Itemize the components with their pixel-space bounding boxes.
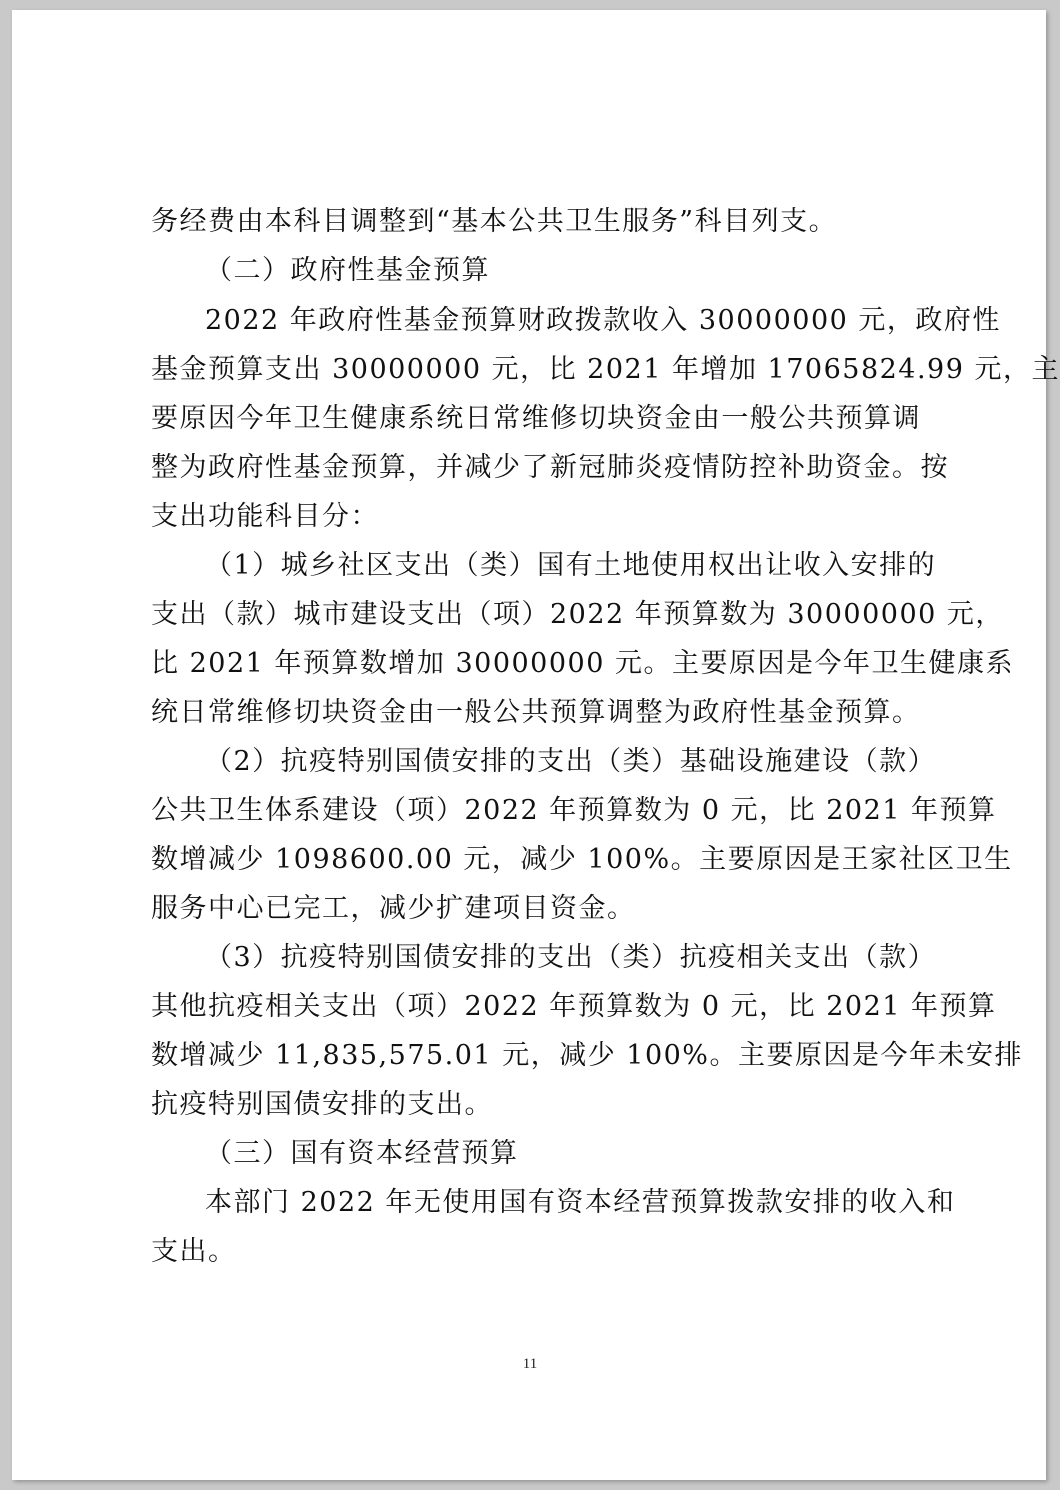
paragraph-capital-line-1: 本部门 2022 年无使用国有资本经营预算拨款安排的收入和 — [205, 1187, 956, 1218]
paragraph-line-5: 要原因今年卫生健康系统日常维修切块资金由一般公共预算调 — [151, 403, 921, 434]
item-2-line-1: （2）抗疫特别国债安排的支出（类）基础设施建设（款） — [205, 746, 937, 777]
item-2-line-2: 公共卫生体系建设（项）2022 年预算数为 0 元，比 2021 年预算 — [151, 795, 997, 826]
section-heading-government-fund-budget: （二）政府性基金预算 — [205, 255, 490, 286]
paragraph-line-3: 2022 年政府性基金预算财政拨款收入 30000000 元，政府性 — [205, 305, 1001, 336]
paragraph-capital-line-2: 支出。 — [151, 1236, 237, 1267]
paragraph-line-7: 支出功能科目分： — [151, 501, 379, 532]
item-2-line-3: 数增减少 1098600.00 元，减少 100%。主要原因是王家社区卫生 — [151, 844, 1013, 875]
item-3-line-3: 数增减少 11,835,575.01 元，减少 100%。主要原因是今年未安排 — [151, 1040, 1023, 1071]
item-3-line-4: 抗疫特别国债安排的支出。 — [151, 1089, 493, 1120]
item-2-line-4: 服务中心已完工，减少扩建项目资金。 — [151, 893, 636, 924]
page-number: 11 — [522, 1356, 538, 1372]
item-1-line-1: （1）城乡社区支出（类）国有土地使用权出让收入安排的 — [205, 550, 937, 581]
paragraph-line-6: 整为政府性基金预算，并减少了新冠肺炎疫情防控补助资金。按 — [151, 452, 949, 483]
paragraph-line-1: 务经费由本科目调整到“基本公共卫生服务”科目列支。 — [151, 206, 838, 237]
paragraph-line-4: 基金预算支出 30000000 元，比 2021 年增加 17065824.99 元，主 — [151, 354, 1060, 385]
item-3-line-1: （3）抗疫特别国债安排的支出（类）抗疫相关支出（款） — [205, 942, 937, 973]
item-1-line-2: 支出（款）城市建设支出（项）2022 年预算数为 30000000 元， — [151, 599, 1004, 630]
item-3-line-2: 其他抗疫相关支出（项）2022 年预算数为 0 元，比 2021 年预算 — [151, 991, 997, 1022]
section-heading-state-capital-budget: （三）国有资本经营预算 — [205, 1138, 519, 1169]
item-1-line-4: 统日常维修切块资金由一般公共预算调整为政府性基金预算。 — [151, 697, 921, 728]
item-1-line-3: 比 2021 年预算数增加 30000000 元。主要原因是今年卫生健康系 — [151, 648, 1014, 679]
